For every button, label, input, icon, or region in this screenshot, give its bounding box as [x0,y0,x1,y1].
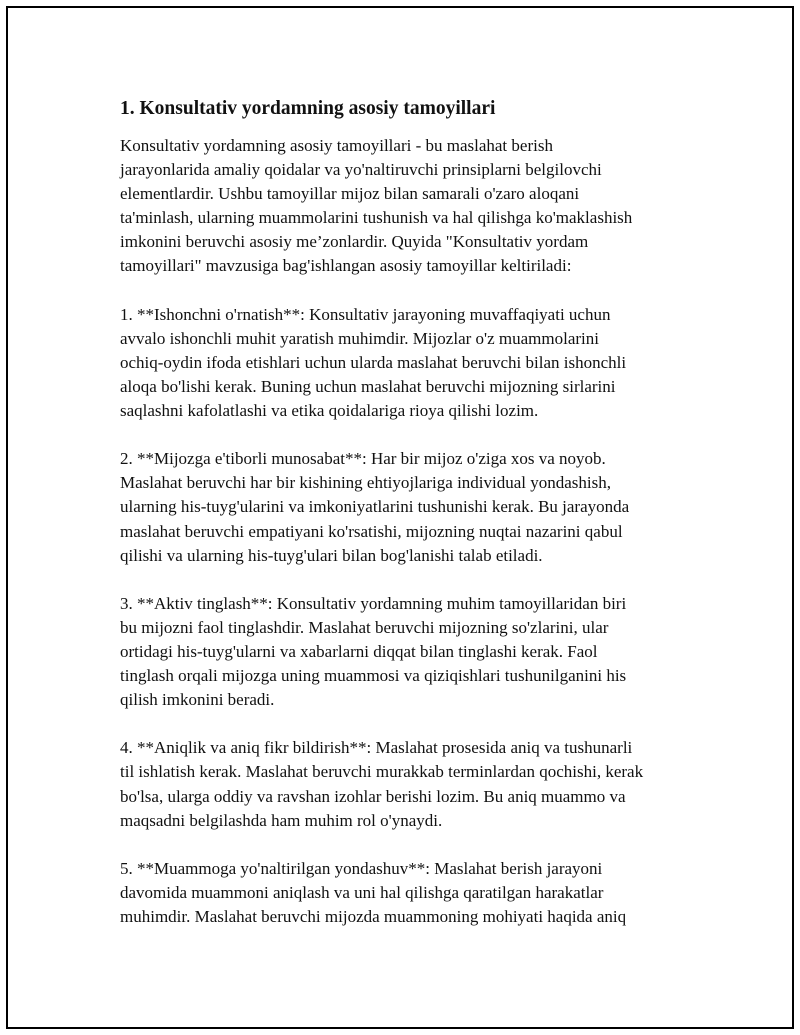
principle-paragraph-4 [120,736,690,832]
text-line: bu mijozni faol tinglashdir. Maslahat beruvchi mijozning so'zlarini, ular [120,617,609,637]
principle-paragraph-2 [120,447,690,567]
text-line: ularning his-tuyg'ularini va imkoniyatlarini tushunishi kerak. Bu jarayonda [120,497,630,517]
page-frame [6,6,794,1029]
text-line: qilishi va ularning his-tuyg'ulari bilan bog'lanishi talab etiladi. [120,545,543,565]
text-line: qilish imkonini beradi. [120,690,275,710]
intro-paragraph [120,134,690,279]
text-line: ortidagi his-tuyg'ularni va xabarlarni diqqat bilan tinglashi kerak. Faol [120,641,598,661]
text-line: jarayonlarida amaliy qoidalar va yo'naltiruvchi prinsiplarni belgilovchi [120,160,602,180]
text-line: elementlardir. Ushbu tamoyillar mijoz bilan samarali o'zaro aloqani [120,184,580,204]
text-line: davomida muammoni aniqlash va uni hal qilishga qaratilgan harakatlar [120,882,604,902]
text-line: aloqa bo'lishi kerak. Buning uchun maslahat beruvchi mijozning sirlarini [120,376,616,396]
principle-paragraph-5 [120,857,690,929]
text-line: ochiq-oydin ifoda etishlari uchun ularda maslahat beruvchi bilan ishonchli [120,352,627,372]
text-line: til ishlatish kerak. Maslahat beruvchi murakkab terminlardan qochishi, kerak [120,762,644,782]
document-body [120,96,690,953]
principle-paragraph-3 [120,592,690,712]
text-line: ta'minlash, ularning muammolarini tushunish va hal qilishga ko'maklashish [120,208,633,228]
text-line: maqsadni belgilashda ham muhim rol o'ynaydi. [120,810,443,830]
text-line: bo'lsa, ularga oddiy va ravshan izohlar berishi lozim. Bu aniq muammo va [120,786,626,806]
text-line: Maslahat beruvchi har bir kishining ehtiyojlariga individual yondashish, [120,473,612,493]
text-line: 5. **Muammoga yo'naltirilgan yondashuv**: Maslahat berish jarayoni [120,858,603,878]
text-line: imkonini beruvchi asosiy me’zonlardir. Quyida "Konsultativ yordam [120,232,589,252]
text-line: 3. **Aktiv tinglash**: Konsultativ yordamning muhim tamoyillaridan biri [120,593,627,613]
text-line: saqlashni kafolatlashi va etika qoidalariga rioya qilishi lozim. [120,401,539,421]
text-line: tinglash orqali mijozga uning muammosi va qiziqishlari tushunilganini his [120,666,627,686]
text-line: 1. **Ishonchni o'rnatish**: Konsultativ jarayoning muvaffaqiyati uchun [120,304,611,324]
text-line: maslahat beruvchi empatiyani ko'rsatishi, mijozning nuqtai nazarini qabul [120,521,623,541]
text-line: 2. **Mijozga e'tiborli munosabat**: Har bir mijoz o'ziga xos va noyob. [120,449,606,469]
text-line: muhimdir. Maslahat beruvchi mijozda muammoning mohiyati haqida aniq [120,907,627,926]
text-line: avvalo ishonchli muhit yaratish muhimdir. Mijozlar o'z muammolarini [120,328,599,348]
text-line: tamoyillari" mavzusiga bag'ishlangan asosiy tamoyillar keltiriladi: [120,256,572,276]
document-title: 1. Konsultativ yordamning asosiy tamoyillari [120,98,496,119]
principle-paragraph-1 [120,303,690,423]
text-line: Konsultativ yordamning asosiy tamoyillari - bu maslahat berish [120,136,553,155]
text-line: 4. **Aniqlik va aniq fikr bildirish**: Maslahat prosesida aniq va tushunarli [120,738,633,758]
